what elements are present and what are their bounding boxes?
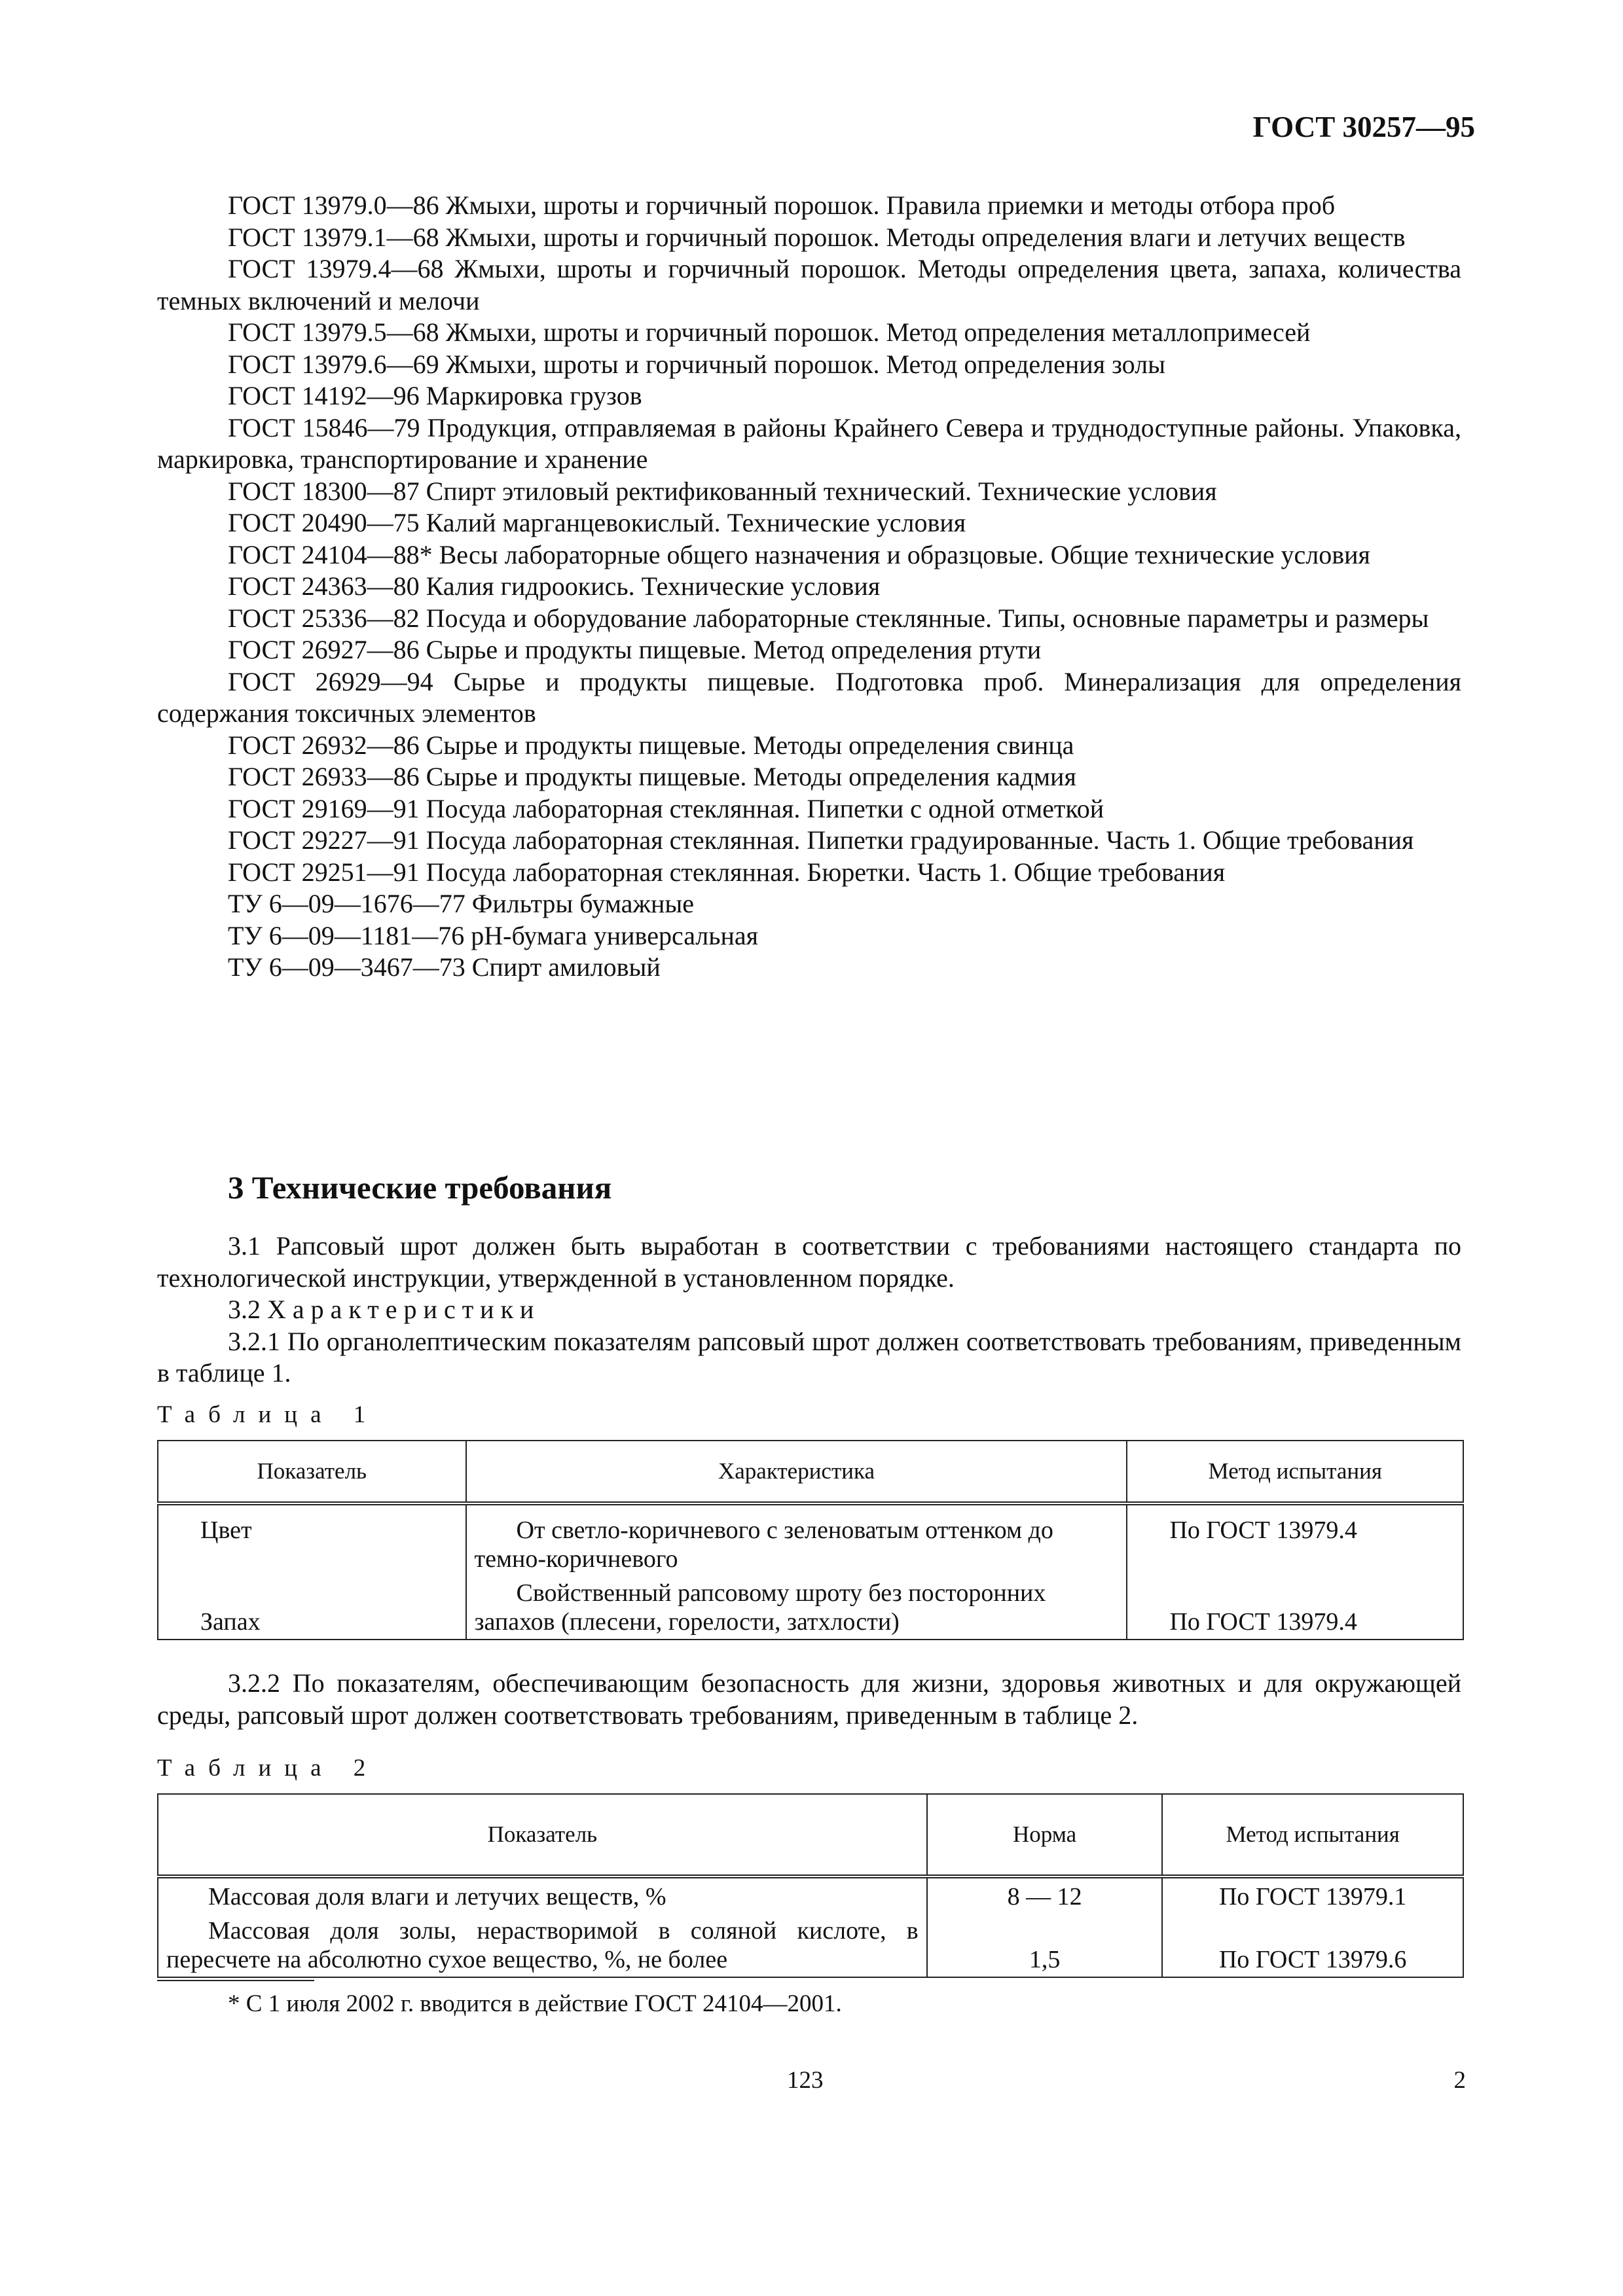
table-cell: По ГОСТ 13979.6 (1162, 1914, 1463, 1977)
table-1-header-method: Метод испытания (1127, 1441, 1463, 1503)
reference-item: ГОСТ 26929—94 Сырье и продукты пищевые. Подготовка проб. Минерализация для определения содержания токсичных элементов (157, 666, 1461, 728)
table-row (158, 1876, 1463, 1914)
paragraph-3-2 (157, 1294, 1461, 1326)
table-cell: Массовая доля влаги и летучих веществ, % (158, 1876, 927, 1914)
reference-item: ТУ 6—09—1676—77 Фильтры бумажные (228, 889, 695, 918)
paragraph-3-2-heading: Характеристики (267, 1295, 541, 1324)
table-2-header-method: Метод испытания (1162, 1794, 1463, 1876)
table-1 (157, 1440, 1464, 1640)
table-2-header-indicator: Показатель (158, 1794, 927, 1876)
standard-header: ГОСТ 30257—95 (1252, 111, 1475, 143)
table-2 (157, 1793, 1464, 1978)
table-1-header-characteristic: Характеристика (466, 1441, 1127, 1503)
table-cell: 1,5 (927, 1914, 1163, 1977)
table-cell: Свойственный рапсовому шроту без посторонних запахов (плесени, горелости, затхлости) (466, 1576, 1127, 1640)
reference-item: ГОСТ 26927—86 Сырье и продукты пищевые. Метод определения ртути (228, 635, 1042, 664)
reference-item: ГОСТ 26932—86 Сырье и продукты пищевые. Методы определения свинца (228, 730, 1074, 760)
table-cell: От светло-коричневого с зеленоватым оттенком до темно-коричневого (466, 1503, 1127, 1576)
reference-item: ГОСТ 13979.1—68 Жмыхи, шроты и горчичный порошок. Методы определения влаги и летучих веществ (228, 222, 1406, 252)
table-cell: Цвет (158, 1503, 466, 1576)
normative-references-list (157, 190, 1461, 984)
table-cell: По ГОСТ 13979.1 (1162, 1876, 1463, 1914)
table-2-caption: Таблица 2 (157, 1755, 379, 1782)
reference-item: ГОСТ 15846—79 Продукция, отправляемая в районы Крайнего Севера и труднодоступные районы. Упаковка, маркировка, транспортирование и хранение (157, 412, 1461, 474)
table-1-caption: Таблица 1 (157, 1401, 379, 1428)
page-number: 123 (787, 2067, 824, 2094)
reference-item: ГОСТ 24104—88* Весы лабораторные общего назначения и образцовые. Общие технические условия (228, 539, 1370, 569)
table-cell: 8 — 12 (927, 1876, 1163, 1914)
reference-item: ГОСТ 25336—82 Посуда и оборудование лабораторные стеклянные. Типы, основные параметры и размеры (228, 603, 1429, 633)
section-title: 3 Технические требования (228, 1170, 612, 1206)
paragraph-3-2-1: 3.2.1 По органолептическим показателям рапсовый шрот должен соответствовать требованиям, приведенным в таблице 1. (157, 1326, 1461, 1388)
table-2-header-norm: Норма (927, 1794, 1163, 1876)
reference-item: ГОСТ 24363—80 Калия гидроокись. Технические условия (228, 571, 881, 601)
sheet-number: 2 (1453, 2067, 1466, 2094)
reference-item: ГОСТ 29227—91 Посуда лабораторная стеклянная. Пипетки градуированные. Часть 1. Общие требования (228, 825, 1414, 855)
paragraph-3-2-number: 3.2 (228, 1295, 261, 1324)
section-body (157, 1230, 1461, 1390)
reference-item: ГОСТ 13979.5—68 Жмыхи, шроты и горчичный порошок. Метод определения металлопримесей (228, 317, 1311, 347)
table-1-header-indicator: Показатель (158, 1441, 466, 1503)
reference-item: ТУ 6—09—3467—73 Спирт амиловый (228, 952, 661, 982)
footnote: * С 1 июля 2002 г. вводится в действие ГОСТ 24104—2001. (228, 1990, 842, 2017)
table-cell: Запах (158, 1576, 466, 1640)
table-cell: По ГОСТ 13979.4 (1127, 1503, 1463, 1576)
reference-item: ГОСТ 13979.4—68 Жмыхи, шроты и горчичный порошок. Методы определения цвета, запаха, количества темных включений и мелочи (157, 254, 1461, 315)
table-row (158, 1503, 1463, 1576)
reference-item: ГОСТ 29251—91 Посуда лабораторная стеклянная. Бюретки. Часть 1. Общие требования (228, 857, 1226, 887)
section-body-continued (157, 1668, 1461, 1731)
paragraph-3-1: 3.1 Рапсовый шрот должен быть выработан в соответствии с требованиями настоящего стандарта по технологической инструкции, утвержденной в установленном порядке. (157, 1231, 1461, 1293)
reference-item: ГОСТ 29169—91 Посуда лабораторная стеклянная. Пипетки с одной отметкой (228, 793, 1104, 823)
footnote-divider (157, 1980, 314, 1981)
reference-item: ГОСТ 26933—86 Сырье и продукты пищевые. Методы определения кадмия (228, 762, 1076, 791)
reference-item: ГОСТ 14192—96 Маркировка грузов (228, 381, 642, 410)
reference-item: ГОСТ 13979.6—69 Жмыхи, шроты и горчичный порошок. Метод определения золы (228, 349, 1165, 379)
paragraph-3-2-2: 3.2.2 По показателям, обеспечивающим безопасность для жизни, здоровья животных и для окружающей среды, рапсовый шрот должен соответствовать требованиям, приведенным в таблице 2. (157, 1668, 1461, 1730)
reference-item: ГОСТ 18300—87 Спирт этиловый ректификованный технический. Технические условия (228, 476, 1217, 506)
table-cell: По ГОСТ 13979.4 (1127, 1576, 1463, 1640)
table-row (158, 1576, 1463, 1640)
reference-item: ТУ 6—09—1181—76 pH-бумага универсальная (228, 920, 759, 950)
table-row (158, 1914, 1463, 1977)
reference-item: ГОСТ 20490—75 Калий марганцевокислый. Технические условия (228, 508, 966, 537)
table-cell: Массовая доля золы, нерастворимой в соляной кислоте, в пересчете на абсолютно сухое вещество, %, не более (158, 1914, 927, 1977)
reference-item: ГОСТ 13979.0—86 Жмыхи, шроты и горчичный порошок. Правила приемки и методы отбора проб (228, 190, 1336, 220)
